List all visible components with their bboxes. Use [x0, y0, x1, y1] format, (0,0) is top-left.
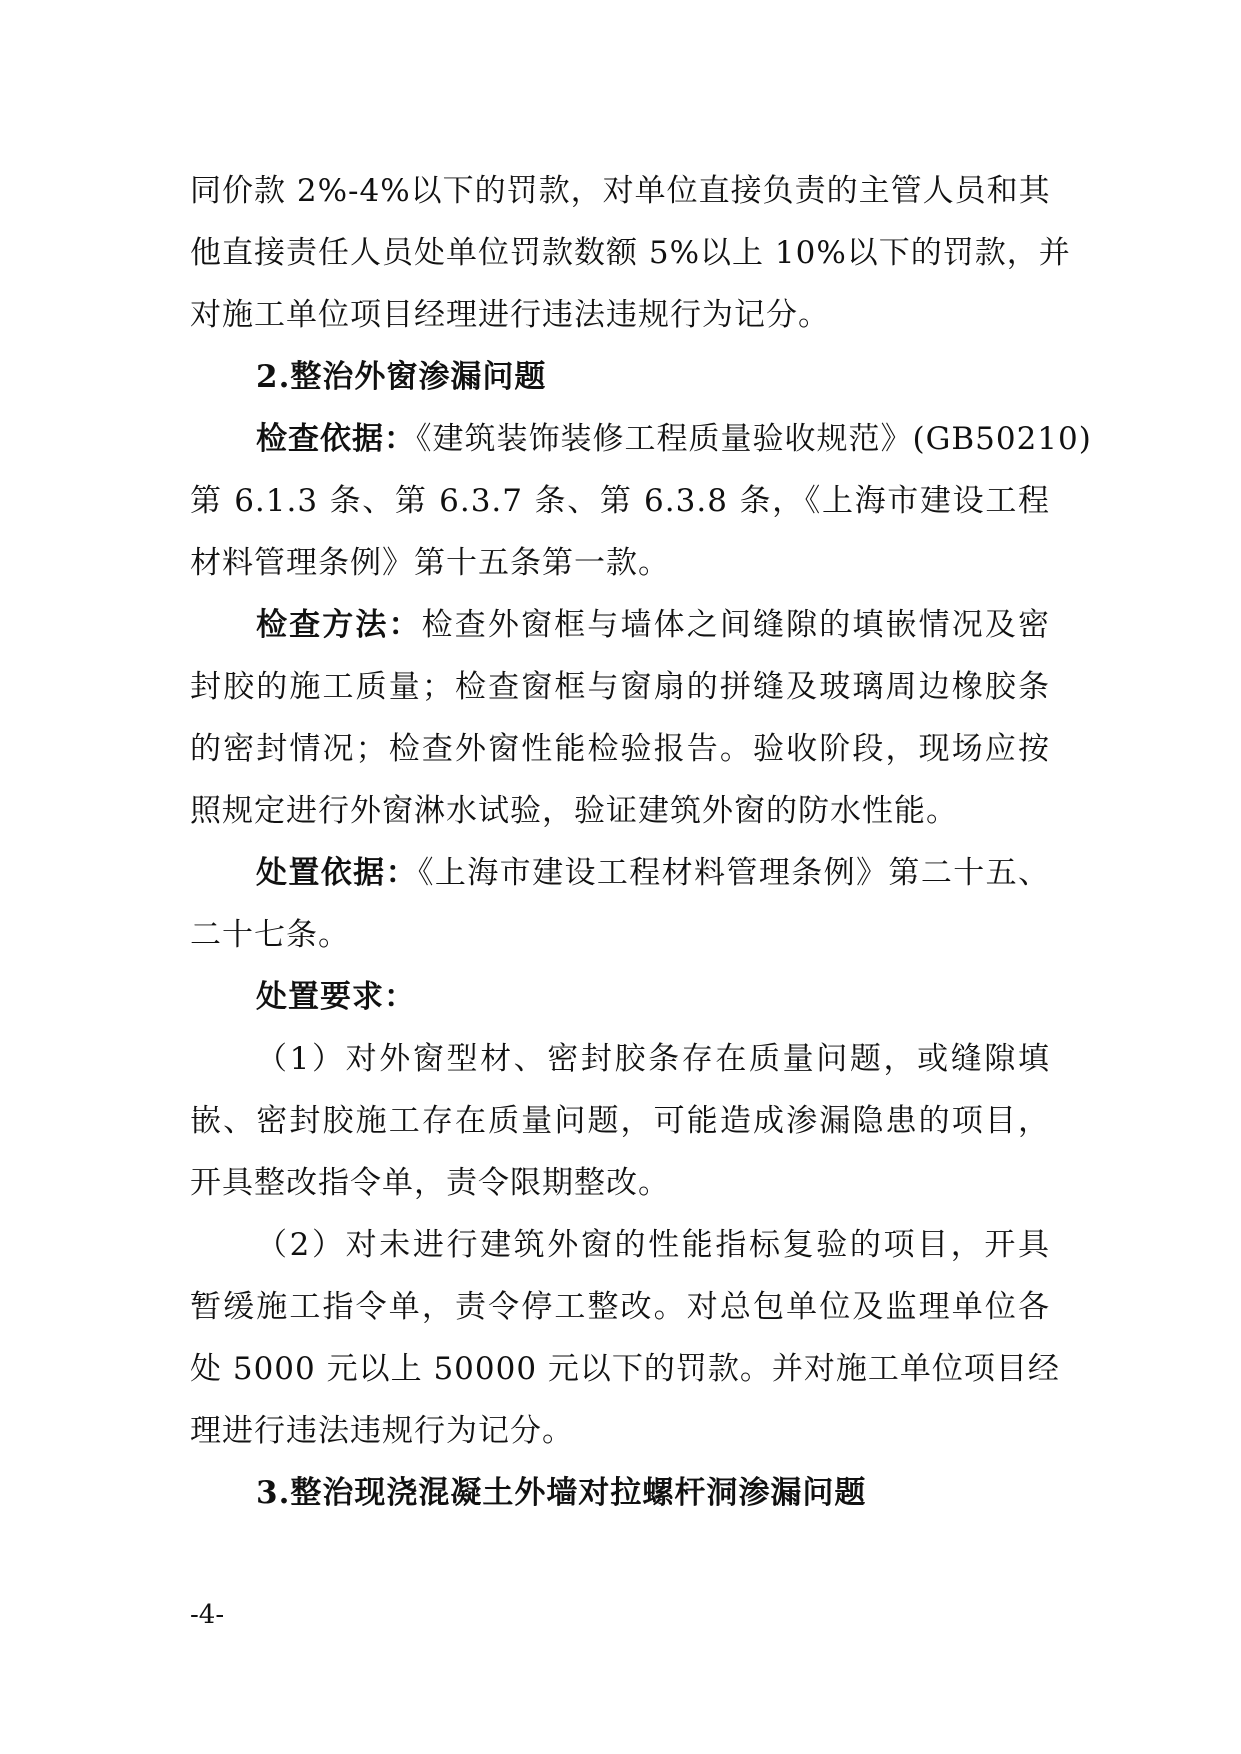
- paragraph-line: 处 5000 元以上 50000 元以下的罚款。并对施工单位项目经: [190, 1351, 1060, 1387]
- inspection-method-label: 检查方法：: [256, 607, 422, 643]
- paragraph-line: 材料管理条例》第十五条第一款。: [190, 545, 670, 581]
- requirement-item-1-line: （1）对外窗型材、密封胶条存在质量问题，或缝隙填: [256, 1041, 1050, 1077]
- disposal-requirements-label: 处置要求：: [256, 979, 416, 1015]
- inspection-basis-text: 《建筑装饰装修工程质量验收规范》(GB50210): [416, 421, 1092, 457]
- inspection-method-line: [190, 594, 1050, 656]
- inspection-method-text: 检查外窗框与墙体之间缝隙的填嵌情况及密: [421, 607, 1051, 643]
- paragraph-line: 二十七条。: [190, 917, 350, 953]
- section-heading: 2.整治外窗渗漏问题: [256, 359, 547, 395]
- paragraph-line: 封胶的施工质量；检查窗框与窗扇的拼缝及玻璃周边橡胶条: [190, 669, 1050, 705]
- disposal-basis-text: 《上海市建设工程材料管理条例》第二十五、: [417, 855, 1051, 891]
- paragraph-line: 开具整改指令单，责令限期整改。: [190, 1165, 670, 1201]
- disposal-basis-label: 处置依据：: [256, 855, 418, 891]
- paragraph-line: 同价款 2%-4%以下的罚款，对单位直接负责的主管人员和其: [190, 173, 1051, 209]
- paragraph-line: 照规定进行外窗淋水试验，验证建筑外窗的防水性能。: [190, 793, 958, 829]
- disposal-basis-line: [190, 842, 1050, 904]
- paragraph-line: 的密封情况；检查外窗性能检验报告。验收阶段，现场应按: [190, 731, 1050, 767]
- page-number: -4-: [190, 1600, 225, 1630]
- paragraph-line: 理进行违法违规行为记分。: [190, 1413, 574, 1449]
- paragraph-line: 暂缓施工指令单，责令停工整改。对总包单位及监理单位各: [190, 1289, 1050, 1325]
- paragraph-line: 对施工单位项目经理进行违法违规行为记分。: [190, 297, 830, 333]
- inspection-basis-line: [190, 408, 1092, 470]
- document-body: [190, 160, 1092, 1524]
- requirement-item-2-line: （2）对未进行建筑外窗的性能指标复验的项目，开具: [256, 1227, 1050, 1263]
- paragraph-line: 他直接责任人员处单位罚款数额 5%以上 10%以下的罚款，并: [190, 235, 1071, 271]
- paragraph-line: 嵌、密封胶施工存在质量问题，可能造成渗漏隐患的项目，: [190, 1103, 1050, 1139]
- section-heading: 3.整治现浇混凝土外墙对拉螺杆洞渗漏问题: [256, 1475, 867, 1511]
- inspection-basis-label: 检查依据：: [256, 421, 416, 457]
- paragraph-line: 第 6.1.3 条、第 6.3.7 条、第 6.3.8 条，《上海市建设工程: [190, 483, 1050, 519]
